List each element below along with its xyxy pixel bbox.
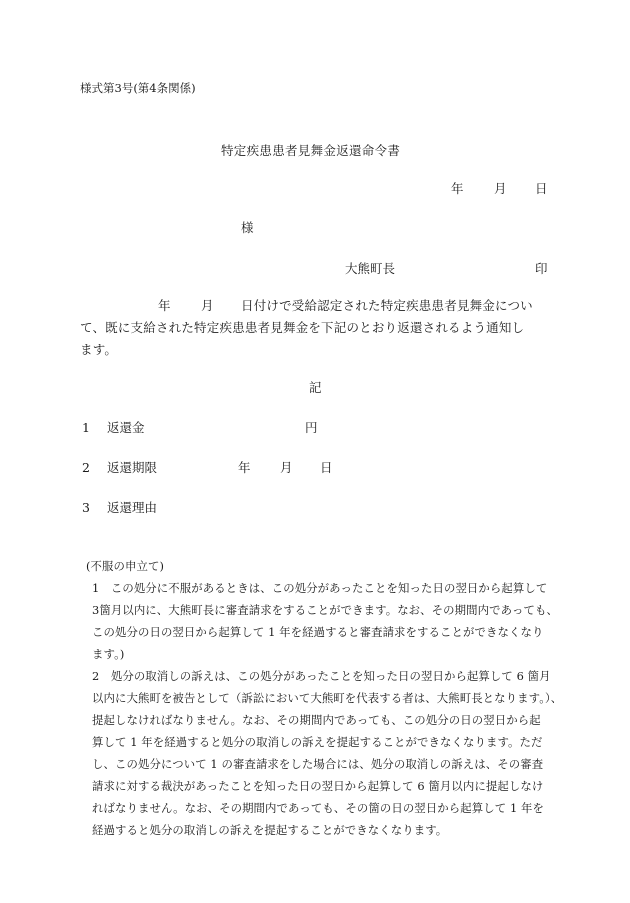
item-label: 返還金 — [107, 420, 145, 435]
appeal-p2-line: 経過すると処分の取消しの訴えを提起することができなくなります。 — [92, 823, 448, 837]
item-month: 月 — [280, 460, 293, 475]
appeal-p2-line: 2 処分の取消しの訴えは、この処分があったことを知った日の翌日から起算して 6 箇月 — [92, 669, 551, 683]
document-title: 特定疾患患者見舞金返還命令書 — [221, 143, 401, 158]
issuer: 大熊町長 — [345, 261, 396, 276]
appeal-p2-line: 算して 1 年を経過すると処分の取消しの訴えを提起することができなくなります。ただ — [92, 735, 543, 749]
item-day: 日 — [320, 460, 333, 475]
body-line-1: 日付けで受給認定された特定疾患患者見舞金につい — [241, 298, 533, 313]
appeal-p2-line: 請求に対する裁決があったことを知った日の翌日から起算して 6 箇月以内に提起しなけ — [92, 779, 544, 793]
item-number: 1 — [82, 420, 90, 435]
item-unit: 円 — [305, 420, 318, 435]
appeal-p1-line: ます。) — [92, 647, 125, 661]
appeal-p1-line: 1 この処分に不服があるときは、この処分があったことを知った日の翌日から起算して — [92, 581, 548, 595]
date-day: 日 — [535, 181, 548, 196]
body-line-2: て、既に支給された特定疾患患者見舞金を下記のとおり返還されるよう通知し — [80, 320, 525, 335]
item-number: 2 — [82, 460, 90, 475]
appeal-p1-line: この処分の日の翌日から起算して 1 年を経過すると審査請求をすることができなくなり — [92, 625, 544, 639]
appeal-heading: (不服の申立て) — [86, 559, 165, 573]
ki-heading: 記 — [309, 380, 322, 395]
date-year: 年 — [451, 181, 464, 196]
addressee-suffix: 様 — [241, 220, 254, 235]
body-line-3: ます。 — [80, 342, 118, 357]
appeal-p2-line: ればなりません。なお、その期間内であっても、その箇の日の翌日から起算して 1 年を — [92, 801, 545, 815]
item-year: 年 — [238, 460, 251, 475]
seal: 印 — [535, 261, 548, 276]
item-label: 返還期限 — [107, 460, 158, 475]
appeal-p2-line: 提起しなければなりません。なお、その期間内であっても、この処分の日の翌日から起 — [92, 713, 541, 727]
body-month: 月 — [201, 298, 214, 313]
appeal-p2-line: し、この処分について 1 の審査請求をした場合には、処分の取消しの訴えは、その審査 — [92, 757, 544, 771]
appeal-p1-line: 3箇月以内に、大熊町長に審査請求をすることができます。なお、その期間内であっても、 — [92, 603, 558, 617]
date-month: 月 — [494, 181, 507, 196]
form-label: 様式第3号(第4条関係) — [80, 81, 196, 95]
body-year: 年 — [158, 298, 171, 313]
item-number: 3 — [82, 500, 90, 515]
appeal-p2-line: 以内に大熊町を被告として（訴訟において大熊町を代表する者は、大熊町長となります。）、 — [92, 691, 563, 705]
item-label: 返還理由 — [107, 500, 158, 515]
